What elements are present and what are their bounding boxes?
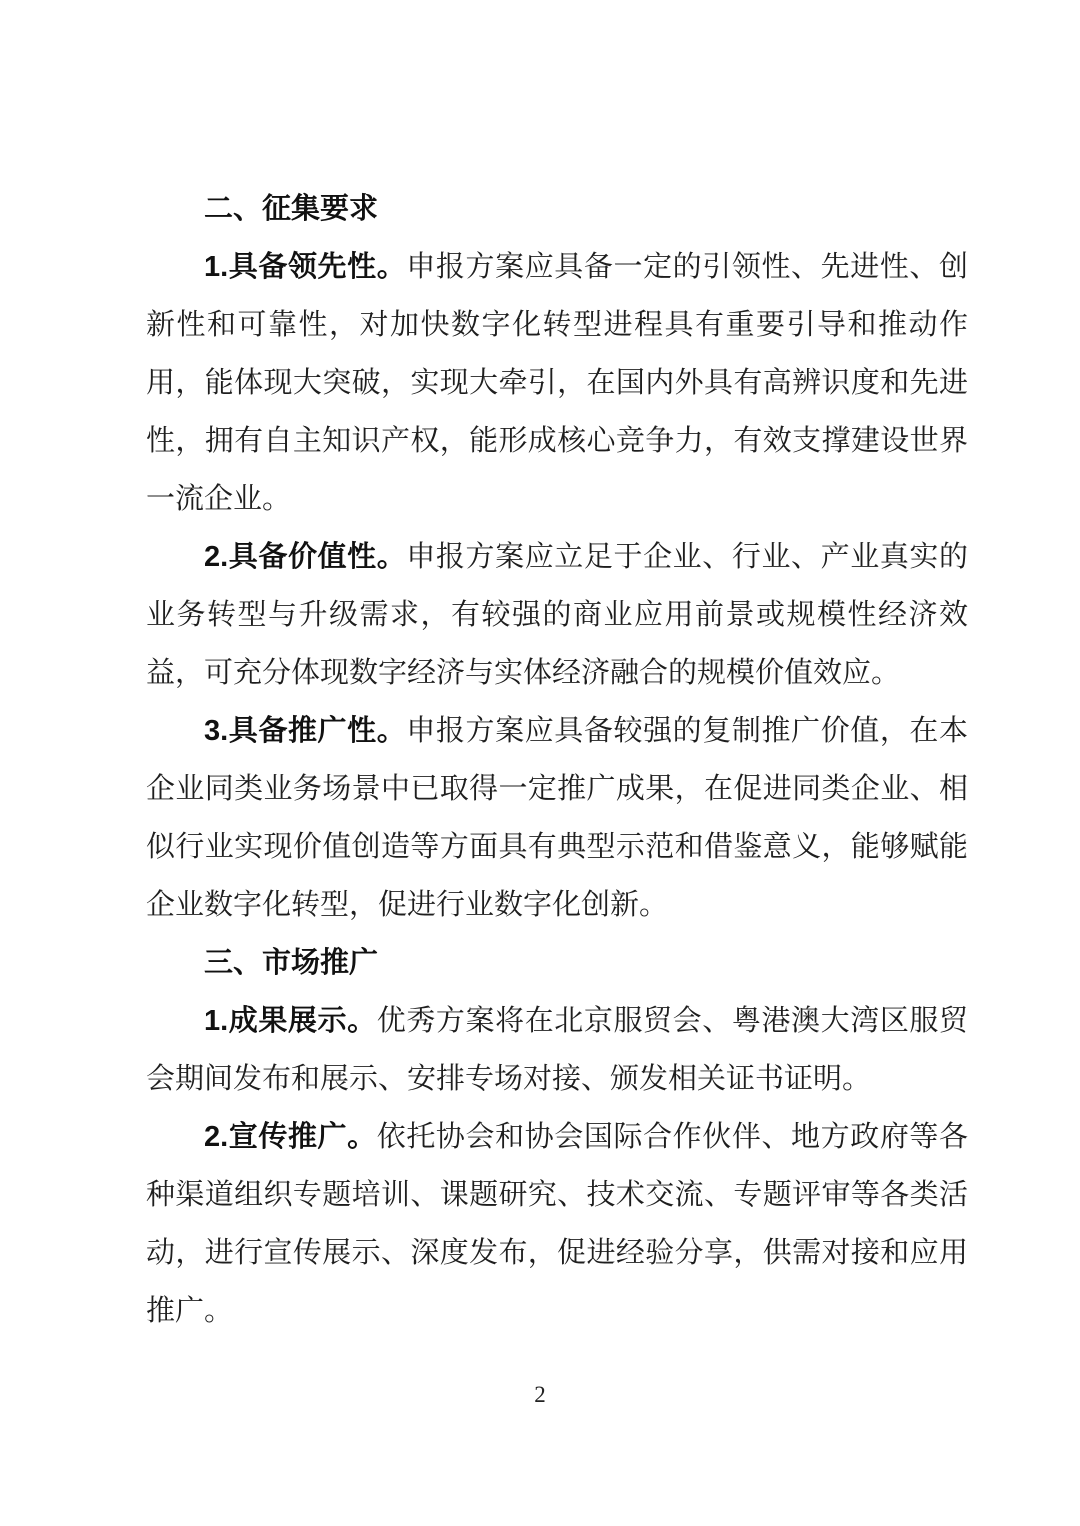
paragraph-lead: 2.宣传推广。 (204, 1121, 377, 1153)
paragraph (146, 528, 968, 702)
heading-text: 三、市场推广 (204, 947, 379, 979)
paragraph-text: 优秀方案将在北京服贸会、粤港澳大湾区服贸会期间发布和展示、安排专场对接、颁发相关证书证明。 (146, 1005, 968, 1095)
paragraph-text: 申报方案应立足于企业、行业、产业真实的业务转型与升级需求，有较强的商业应用前景或规模性经济效益，可充分体现数字经济与实体经济融合的规模价值效应。 (146, 541, 968, 689)
paragraph-text: 依托协会和协会国际合作伙伴、地方政府等各种渠道组织专题培训、课题研究、技术交流、专题评审等各类活动，进行宣传展示、深度发布，促进经验分享，供需对接和应用推广。 (146, 1121, 968, 1327)
paragraph-text: 申报方案应具备一定的引领性、先进性、创新性和可靠性，对加快数字化转型进程具有重要引导和推动作用，能体现大突破，实现大牵引，在国内外具有高辨识度和先进性，拥有自主知识产权，能形成核心竞争力，有效支撑建设世界一流企业。 (146, 251, 968, 515)
section-heading (146, 934, 968, 992)
heading-text: 二、征集要求 (204, 193, 379, 225)
paragraph-lead: 3.具备推广性。 (204, 715, 407, 747)
paragraph-lead: 2.具备价值性。 (204, 541, 407, 573)
paragraph-text: 申报方案应具备较强的复制推广价值，在本企业同类业务场景中已取得一定推广成果，在促进同类企业、相似行业实现价值创造等方面具有典型示范和借鉴意义，能够赋能企业数字化转型，促进行业数字化创新。 (146, 715, 968, 921)
paragraph (146, 238, 968, 528)
paragraph (146, 1108, 968, 1340)
paragraph (146, 702, 968, 934)
page-number: 2 (534, 1382, 546, 1407)
paragraph-lead: 1.成果展示。 (204, 1005, 377, 1037)
paragraph (146, 992, 968, 1108)
paragraph-lead: 1.具备领先性。 (204, 251, 407, 283)
document-body (146, 180, 968, 1340)
section-heading (146, 180, 968, 238)
